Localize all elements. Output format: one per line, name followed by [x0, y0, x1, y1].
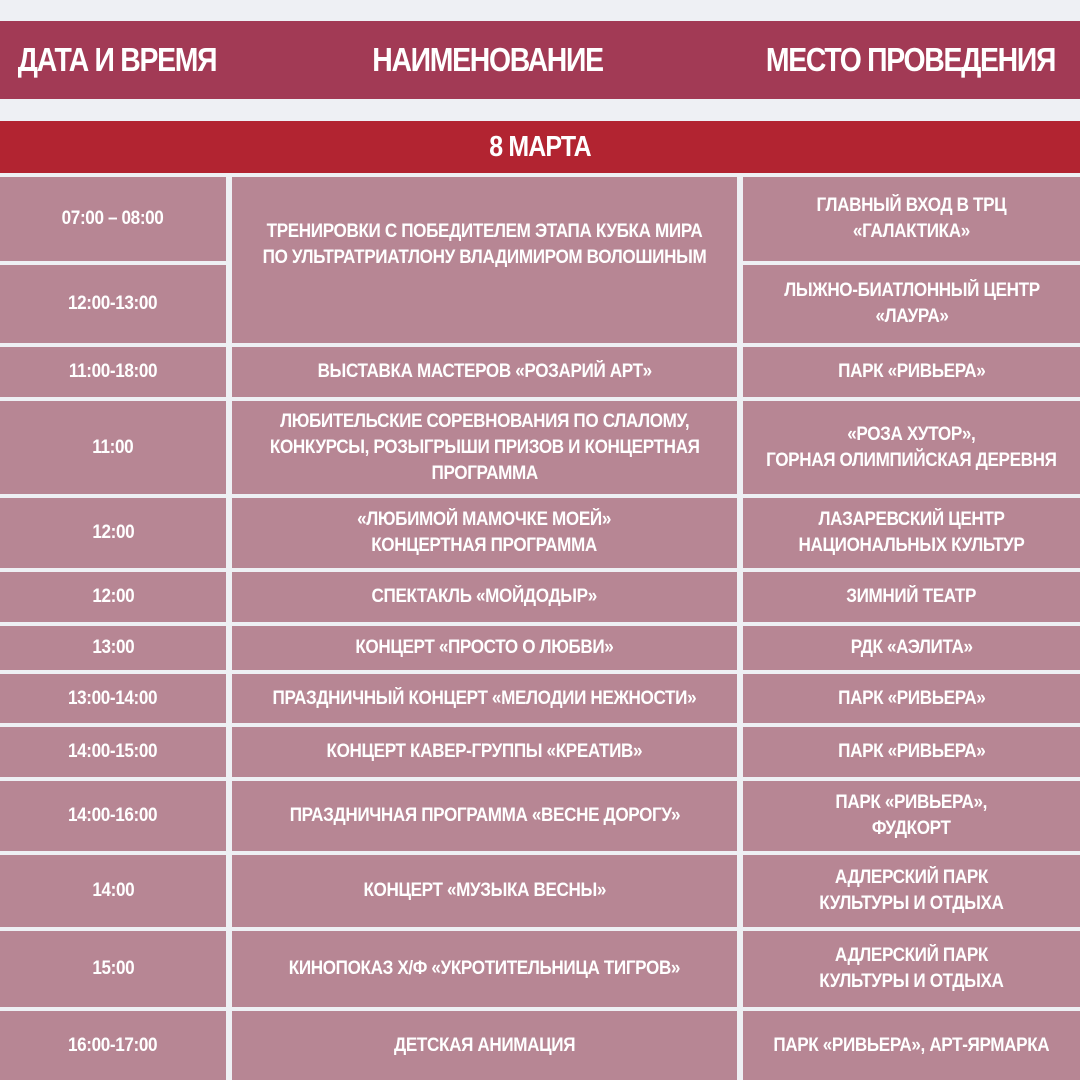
table-cell-name: КОНЦЕРТ КАВЕР-ГРУППЫ «КРЕАТИВ»	[232, 727, 737, 777]
table-cell-time: 11:00-18:00	[0, 347, 226, 397]
table-cell-time: 12:00-13:00	[0, 265, 226, 343]
table-cell-time: 14:00	[0, 855, 226, 927]
table-header	[0, 21, 1080, 99]
header-name: НАИМЕНОВАНИЕ	[372, 41, 603, 78]
table-cell-time: 12:00	[0, 572, 226, 622]
day-banner	[0, 121, 1080, 173]
table-cell-time: 13:00-14:00	[0, 674, 226, 723]
table-cell-time: 14:00-16:00	[0, 781, 226, 851]
table-cell-name: ЛЮБИТЕЛЬСКИЕ СОРЕВНОВАНИЯ ПО СЛАЛОМУ, КОНКУРСЫ, РОЗЫГРЫШИ ПРИЗОВ И КОНЦЕРТНАЯ ПРОГРАММА	[232, 401, 737, 494]
table-cell-name: «ЛЮБИМОЙ МАМОЧКЕ МОЕЙ» КОНЦЕРТНАЯ ПРОГРАММА	[232, 498, 737, 568]
table-cell-place: ПАРК «РИВЬЕРА»	[743, 347, 1080, 397]
table-cell-place: ГЛАВНЫЙ ВХОД В ТРЦ «ГАЛАКТИКА»	[743, 177, 1080, 261]
table-cell-place: ПАРК «РИВЬЕРА», ФУДКОРТ	[743, 781, 1080, 851]
day-label: 8 МАРТА	[489, 131, 591, 163]
table-cell-place: ЗИМНИЙ ТЕАТР	[743, 572, 1080, 622]
table-cell-place: ЛЫЖНО-БИАТЛОННЫЙ ЦЕНТР «ЛАУРА»	[743, 265, 1080, 343]
table-cell-name: ПРАЗДНИЧНАЯ ПРОГРАММА «ВЕСНЕ ДОРОГУ»	[232, 781, 737, 851]
table-cell-place: ПАРК «РИВЬЕРА», АРТ-ЯРМАРКА	[743, 1011, 1080, 1080]
table-cell-time: 07:00 – 08:00	[0, 177, 226, 261]
table-cell-place: «РОЗА ХУТОР», ГОРНАЯ ОЛИМПИЙСКАЯ ДЕРЕВНЯ	[743, 401, 1080, 494]
table-cell-name: КОНЦЕРТ «МУЗЫКА ВЕСНЫ»	[232, 855, 737, 927]
table-cell-place: АДЛЕРСКИЙ ПАРК КУЛЬТУРЫ И ОТДЫХА	[743, 931, 1080, 1007]
table-cell-name: КОНЦЕРТ «ПРОСТО О ЛЮБВИ»	[232, 626, 737, 670]
table-cell-time: 12:00	[0, 498, 226, 568]
table-cell-name: ПРАЗДНИЧНЫЙ КОНЦЕРТ «МЕЛОДИИ НЕЖНОСТИ»	[232, 674, 737, 723]
table-cell-time: 11:00	[0, 401, 226, 494]
table-cell-time: 16:00-17:00	[0, 1011, 226, 1080]
table-cell-name: ДЕТСКАЯ АНИМАЦИЯ	[232, 1011, 737, 1080]
table-cell-time: 15:00	[0, 931, 226, 1007]
table-cell-name: КИНОПОКАЗ Х/Ф «УКРОТИТЕЛЬНИЦА ТИГРОВ»	[232, 931, 737, 1007]
table-cell-place: РДК «АЭЛИТА»	[743, 626, 1080, 670]
table-cell-name: ТРЕНИРОВКИ С ПОБЕДИТЕЛЕМ ЭТАПА КУБКА МИРА ПО УЛЬТРАТРИАТЛОНУ ВЛАДИМИРОМ ВОЛОШИНЫМ	[232, 177, 737, 343]
table-cell-place: АДЛЕРСКИЙ ПАРК КУЛЬТУРЫ И ОТДЫХА	[743, 855, 1080, 927]
table-cell-time: 13:00	[0, 626, 226, 670]
table-cell-time: 14:00-15:00	[0, 727, 226, 777]
schedule-table	[0, 175, 1080, 1080]
table-cell-name: ВЫСТАВКА МАСТЕРОВ «РОЗАРИЙ АРТ»	[232, 347, 737, 397]
header-date-time: ДАТА И ВРЕМЯ	[17, 41, 217, 78]
table-cell-place: ПАРК «РИВЬЕРА»	[743, 674, 1080, 723]
table-cell-name: СПЕКТАКЛЬ «МОЙДОДЫР»	[232, 572, 737, 622]
table-cell-place: ПАРК «РИВЬЕРА»	[743, 727, 1080, 777]
header-place: МЕСТО ПРОВЕДЕНИЯ	[765, 41, 1056, 78]
table-cell-place: ЛАЗАРЕВСКИЙ ЦЕНТР НАЦИОНАЛЬНЫХ КУЛЬТУР	[743, 498, 1080, 568]
